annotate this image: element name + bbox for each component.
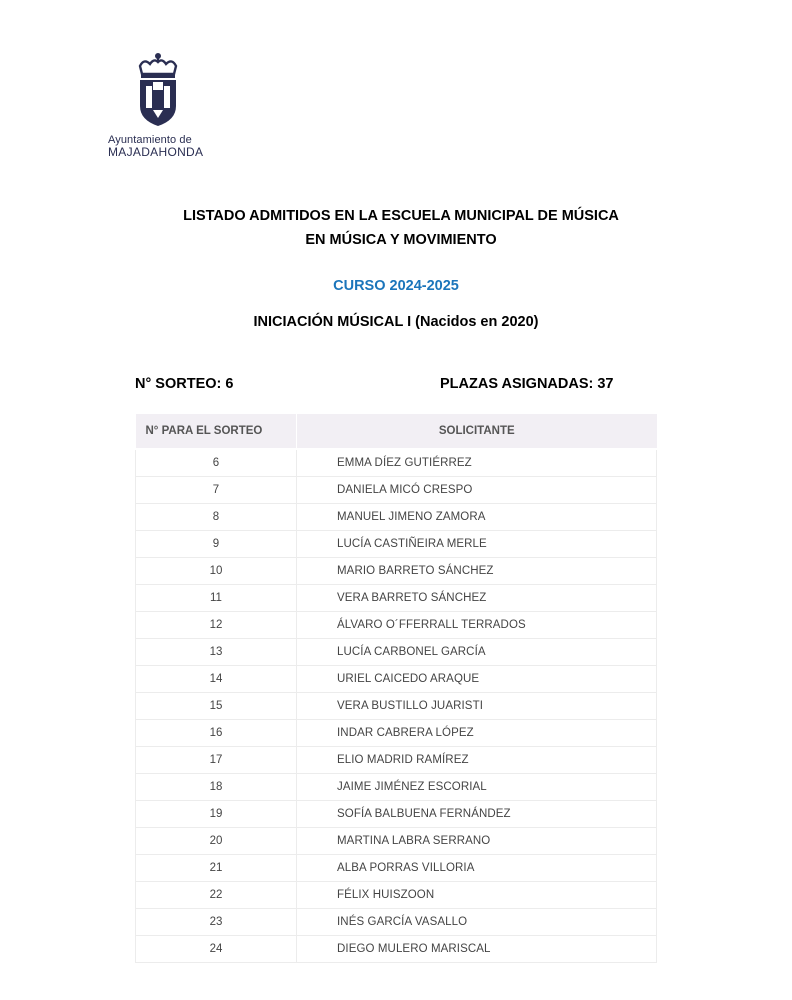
row-applicant-name: FÉLIX HUISZOON: [297, 882, 657, 909]
table-row: [136, 909, 657, 936]
table-row: [136, 450, 657, 477]
level-label: INICIACIÓN MÚSICAL I (Nacidos en 2020): [253, 314, 539, 330]
table-row: [136, 693, 657, 720]
row-draw-number: 10: [136, 558, 297, 585]
admitted-list-table: [135, 414, 657, 963]
table-row: [136, 531, 657, 558]
row-draw-number: 19: [136, 801, 297, 828]
logo-text-line1: Ayuntamiento de: [108, 134, 192, 146]
logo-text-line2: MAJADAHONDA: [108, 145, 204, 159]
row-draw-number: 15: [136, 693, 297, 720]
table-row: [136, 639, 657, 666]
row-applicant-name: VERA BARRETO SÁNCHEZ: [297, 585, 657, 612]
table-row: [136, 774, 657, 801]
row-draw-number: 20: [136, 828, 297, 855]
document-title-line2: EN MÚSICA Y MOVIMIENTO: [305, 232, 497, 248]
row-draw-number: 13: [136, 639, 297, 666]
sorteo-number: N° SORTEO: 6: [135, 376, 234, 392]
row-applicant-name: MARTINA LABRA SERRANO: [297, 828, 657, 855]
course-label: CURSO 2024-2025: [333, 278, 459, 294]
row-applicant-name: LUCÍA CARBONEL GARCÍA: [297, 639, 657, 666]
row-applicant-name: ELIO MADRID RAMÍREZ: [297, 747, 657, 774]
table-row: [136, 477, 657, 504]
row-applicant-name: INÉS GARCÍA VASALLO: [297, 909, 657, 936]
table-row: [136, 504, 657, 531]
table-row: [136, 936, 657, 963]
row-applicant-name: URIEL CAICEDO ARAQUE: [297, 666, 657, 693]
row-applicant-name: LUCÍA CASTIÑEIRA MERLE: [297, 531, 657, 558]
row-draw-number: 7: [136, 477, 297, 504]
assigned-places: PLAZAS ASIGNADAS: 37: [440, 376, 614, 392]
row-draw-number: 9: [136, 531, 297, 558]
row-applicant-name: SOFÍA BALBUENA FERNÁNDEZ: [297, 801, 657, 828]
municipality-logo: [104, 52, 214, 159]
table-row: [136, 666, 657, 693]
row-applicant-name: VERA BUSTILLO JUARISTI: [297, 693, 657, 720]
column-header-number: N° PARA EL SORTEO: [136, 414, 297, 448]
table-row: [136, 612, 657, 639]
table-row: [136, 747, 657, 774]
row-draw-number: 22: [136, 882, 297, 909]
table-header-row: [136, 414, 657, 448]
row-draw-number: 14: [136, 666, 297, 693]
column-header-applicant: SOLICITANTE: [297, 414, 657, 448]
row-draw-number: 6: [136, 450, 297, 477]
row-applicant-name: INDAR CABRERA LÓPEZ: [297, 720, 657, 747]
row-applicant-name: MANUEL JIMENO ZAMORA: [297, 504, 657, 531]
table-row: [136, 720, 657, 747]
row-draw-number: 11: [136, 585, 297, 612]
table-row: [136, 882, 657, 909]
row-applicant-name: ÁLVARO O´FFERRALL TERRADOS: [297, 612, 657, 639]
row-applicant-name: JAIME JIMÉNEZ ESCORIAL: [297, 774, 657, 801]
table-row: [136, 558, 657, 585]
row-draw-number: 12: [136, 612, 297, 639]
table-row: [136, 855, 657, 882]
table-row: [136, 828, 657, 855]
coat-of-arms-icon: [136, 52, 180, 128]
row-applicant-name: ALBA PORRAS VILLORIA: [297, 855, 657, 882]
row-draw-number: 23: [136, 909, 297, 936]
table-body: [136, 450, 657, 963]
row-applicant-name: EMMA DÍEZ GUTIÉRREZ: [297, 450, 657, 477]
document-title-line1: LISTADO ADMITIDOS EN LA ESCUELA MUNICIPAL DE MÚSICA: [183, 208, 619, 224]
row-draw-number: 21: [136, 855, 297, 882]
row-applicant-name: DANIELA MICÓ CRESPO: [297, 477, 657, 504]
row-draw-number: 18: [136, 774, 297, 801]
row-applicant-name: DIEGO MULERO MARISCAL: [297, 936, 657, 963]
table-row: [136, 585, 657, 612]
row-draw-number: 17: [136, 747, 297, 774]
row-draw-number: 8: [136, 504, 297, 531]
row-draw-number: 16: [136, 720, 297, 747]
row-applicant-name: MARIO BARRETO SÁNCHEZ: [297, 558, 657, 585]
table-row: [136, 801, 657, 828]
row-draw-number: 24: [136, 936, 297, 963]
